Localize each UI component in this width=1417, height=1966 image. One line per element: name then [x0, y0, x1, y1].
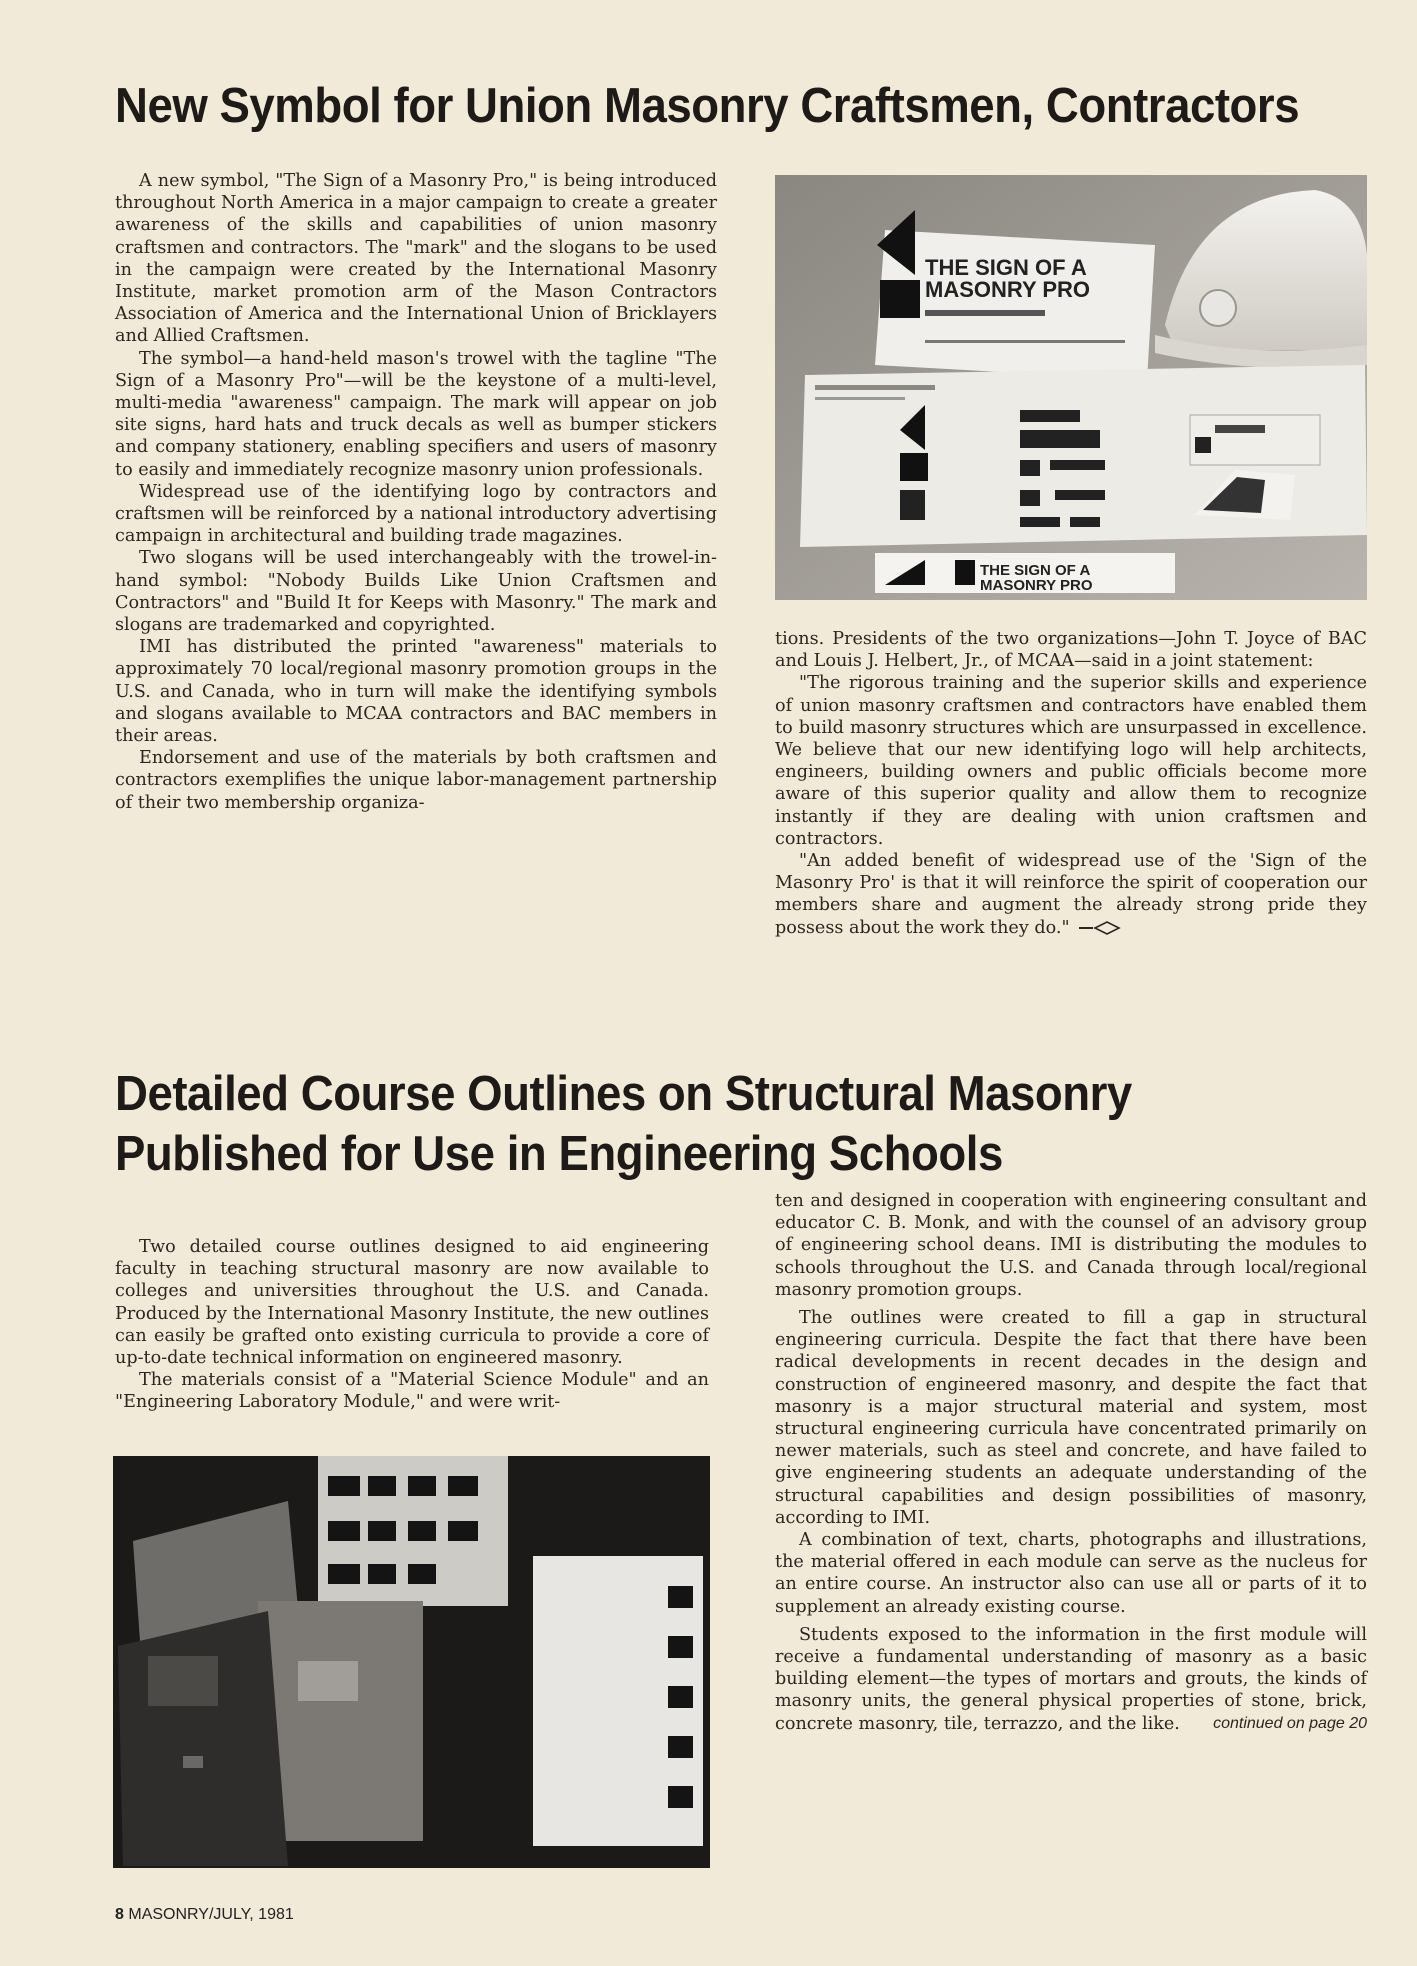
course-modules-photo — [113, 1456, 710, 1868]
article2-paragraph: The outlines were created to fill a gap in structural engineering curricula. Despite the fact that there have been radical developments in recent decades in the design and construction of engineered masonry, and despite the fact that masonry is a major structural material and system, most structural engineering curricula have concentrated primarily on newer materials, such as steel and concrete, and have failed to give engineering students an adequate understanding of the structural capabilities and design possibilities of masonry, according to IMI. — [775, 1308, 1367, 1528]
article1-paragraph: The symbol—a hand-held mason's trowel with the tagline "The Sign of a Masonry Pro"—will be the keystone of a multi-level, multi-media "awareness" campaign. The mark will appear on job site signs, hard hats and truck decals as well as bumper stickers and company stationery, enabling specifiers and users of masonry to easily and immediately recognize masonry union professionals. — [115, 348, 717, 480]
publication-name-date: MASONRY/JULY, 1981 — [128, 1906, 294, 1923]
article2-headline-line-2: Published for Use in Engineering Schools — [115, 1127, 1003, 1181]
article2-paragraph: ten and designed in cooperation with engineering consultant and educator C. B. Monk, and with the counsel of an advisory group of engineering school deans. IMI is distributing the modules to schools throughout the U.S. and Canada through local/regional masonry promotion groups. — [775, 1191, 1367, 1300]
article1-paragraph: Two slogans will be used interchangeably with the trowel-in-hand symbol: "Nobody Builds Like Union Craftsmen and Contractors" and "Build It for Keeps with Masonry." The mark and slogans are trademarked and copyrighted. — [115, 548, 717, 636]
article1-paragraph: Widespread use of the identifying logo by contractors and craftsmen will be reinforced by a national introductory advertising campaign in architectural and building trade magazines. — [115, 481, 717, 547]
article2-right-column — [775, 1190, 1367, 1735]
photo-sign-text-2: MASONRY PRO — [925, 277, 1091, 302]
article1-paragraph: A new symbol, "The Sign of a Masonry Pro," is being introduced throughout North America in a major campaign to create a greater awareness of the skills and capabilities of union masonry craftsmen and contractors. The "mark" and the slogans to be used in the campaign were created by the International Masonry Institute, market promotion arm of the Mason Contractors Association of America and the International Union of Bricklayers and Allied Craftsmen. — [115, 171, 717, 347]
article2-paragraph: A combination of text, charts, photographs and illustrations, the material offered in each module can serve as the nucleus for an entire course. An instructor also can use all or parts of it to supplement an already existing course. — [775, 1530, 1367, 1617]
page-number: 8 — [115, 1906, 124, 1923]
article2-left-column — [115, 1236, 709, 1414]
article2-paragraph — [775, 1624, 1367, 1735]
article1-paragraph: Endorsement and use of the materials by both craftsmen and contractors exemplifies the unique labor-management partnership of their two membership organiza- — [115, 748, 717, 813]
article2-final-paragraph: Students exposed to the information in the first module will receive a fundamental understanding of masonry as a basic building element—the types of mortars and grouts, the kinds of masonry units, the general physical properties of stone, brick, concrete masonry, tile, terrazzo, and the like. — [775, 1624, 1367, 1734]
svg-text:THE SIGN OF A: THE SIGN OF A — [980, 562, 1091, 579]
article1-paragraph: tions. Presidents of the two organizations—John T. Joyce of BAC and Louis J. Helbert, Jr., of MCAA—said in a joint statement: — [775, 629, 1367, 672]
masonry-pro-materials-photo — [775, 175, 1367, 600]
article1-headline: New Symbol for Union Masonry Craftsmen, Contractors — [115, 79, 1300, 133]
article1-right-column — [775, 628, 1367, 939]
photo-sign-text-1: THE SIGN OF A — [925, 255, 1087, 280]
article1-closing-quote: "An added benefit of widespread use of the 'Sign of the Masonry Pro' is that it will reinforce the spirit of cooperation our members share and augment the already strong pride they possess about the work they do." — [775, 851, 1367, 938]
end-of-article-icon — [1079, 920, 1123, 936]
article1-paragraph: "The rigorous training and the superior skills and experience of union masonry craftsmen and contractors have enabled them to build masonry structures which are unsurpassed in excellence. We believe that our new identifying logo will help architects, engineers, building owners and public officials become more aware of this superior quality and allow them to recognize instantly if they are dealing with union craftsmen and contractors. — [775, 673, 1367, 849]
article1-paragraph — [775, 850, 1367, 939]
svg-text:MASONRY PRO: MASONRY PRO — [980, 577, 1093, 594]
article2-paragraph: The materials consist of a "Material Science Module" and an "Engineering Laboratory Module," and were writ- — [115, 1370, 709, 1413]
page-footer — [115, 1906, 294, 1924]
article2-headline-line-1: Detailed Course Outlines on Structural Masonry — [115, 1067, 1132, 1121]
article1-left-column — [115, 170, 717, 814]
photo-illustration — [775, 175, 1367, 600]
photo-illustration — [113, 1456, 710, 1868]
article1-paragraph: IMI has distributed the printed "awareness" materials to approximately 70 local/regional masonry promotion groups in the U.S. and Canada, who in turn will make the identifying symbols and slogans available to MCAA contractors and BAC members in their areas. — [115, 637, 717, 747]
article2-paragraph: Two detailed course outlines designed to aid engineering faculty in teaching structural masonry are now available to colleges and universities throughout the U.S. and Canada. Produced by the International Masonry Institute, the new outlines can easily be grafted onto existing curricula to provide a core of up-to-date technical information on engineered masonry. — [115, 1237, 709, 1369]
continued-on-page-link[interactable]: continued on page 20 — [1213, 1714, 1367, 1732]
